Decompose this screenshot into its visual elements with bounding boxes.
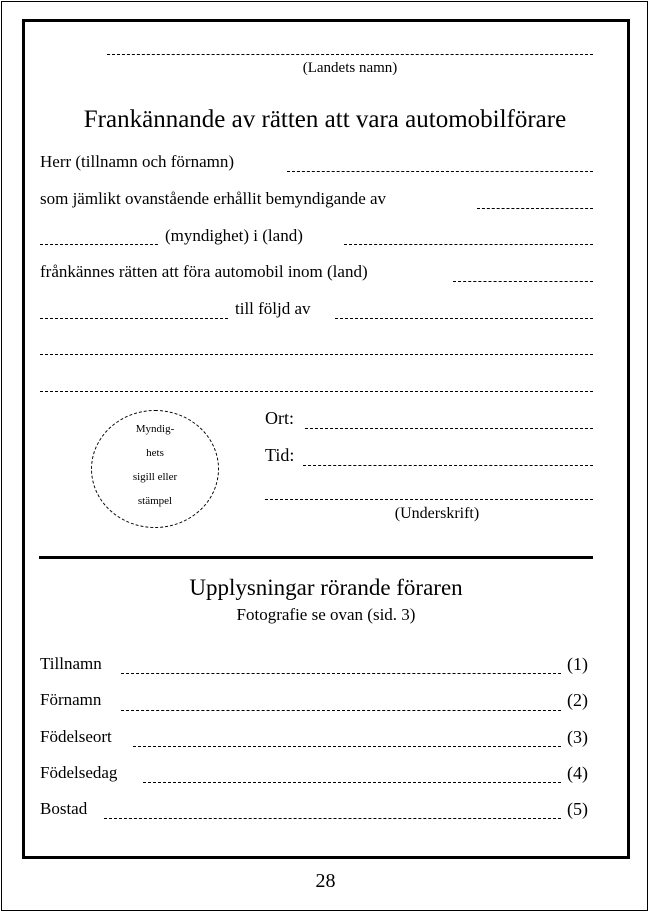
field-label-fodelseort: Födelseort [40,727,112,746]
field-number-fornamn: (2) [567,690,588,710]
seal-text-4: stämpel [137,495,173,507]
driver-info-heading: Upplysningar rörande föraren [189,575,463,600]
driver-info-subheading: Fotografie se ovan (sid. 3) [236,605,416,624]
page-number: 28 [315,870,336,892]
section-divider [39,556,593,559]
authority-label: som jämlikt ovanstående erhållit bemyndigande av [40,189,387,208]
ort-label: Ort: [265,408,294,428]
field-label-fodelsedag: Födelsedag [40,763,118,782]
myndighet-line[interactable] [40,244,158,245]
form-title: Frankännande av rätten att vara automobilförare [83,106,567,133]
ort-line[interactable] [305,428,593,429]
seal-text-1: Myndig- [135,423,175,435]
field-label-bostad: Bostad [40,799,88,818]
field-number-tillnamn: (1) [567,654,588,674]
tid-label: Tid: [265,445,295,465]
signature-line[interactable] [265,499,593,500]
revoke-land-line[interactable] [453,281,593,282]
authority-line[interactable] [477,208,593,209]
land-line[interactable] [344,244,593,245]
field-line-tillnamn[interactable] [121,673,561,674]
myndighet-label: (myndighet) i (land) [165,226,303,245]
field-label-fornamn: Förnamn [40,690,102,709]
field-number-bostad: (5) [567,799,588,819]
field-number-fodelseort: (3) [567,727,588,747]
signature-caption: (Underskrift) [394,505,480,522]
field-line-fodelseort[interactable] [133,746,561,747]
seal-text-2: hets [146,447,164,459]
field-line-bostad[interactable] [104,818,561,819]
herr-name-line[interactable] [287,171,593,172]
due-line-right[interactable] [335,318,593,319]
seal-text-3: sigill eller [132,471,178,483]
country-name-caption: (Landets namn) [302,60,398,76]
tid-line[interactable] [303,465,593,466]
field-line-fornamn[interactable] [121,710,561,711]
reason-line-1[interactable] [40,354,593,355]
reason-line-2[interactable] [40,391,593,392]
field-line-fodelsedag[interactable] [143,782,561,783]
herr-label: Herr (tillnamn och förnamn) [40,152,235,171]
due-line-left[interactable] [40,318,228,319]
country-name-line[interactable] [107,54,593,55]
field-number-fodelsedag: (4) [567,763,588,783]
revoke-label: frånkännes rätten att föra automobil inom (land) [40,262,368,281]
field-label-tillnamn: Tillnamn [40,654,102,673]
due-label: till följd av [235,299,311,318]
